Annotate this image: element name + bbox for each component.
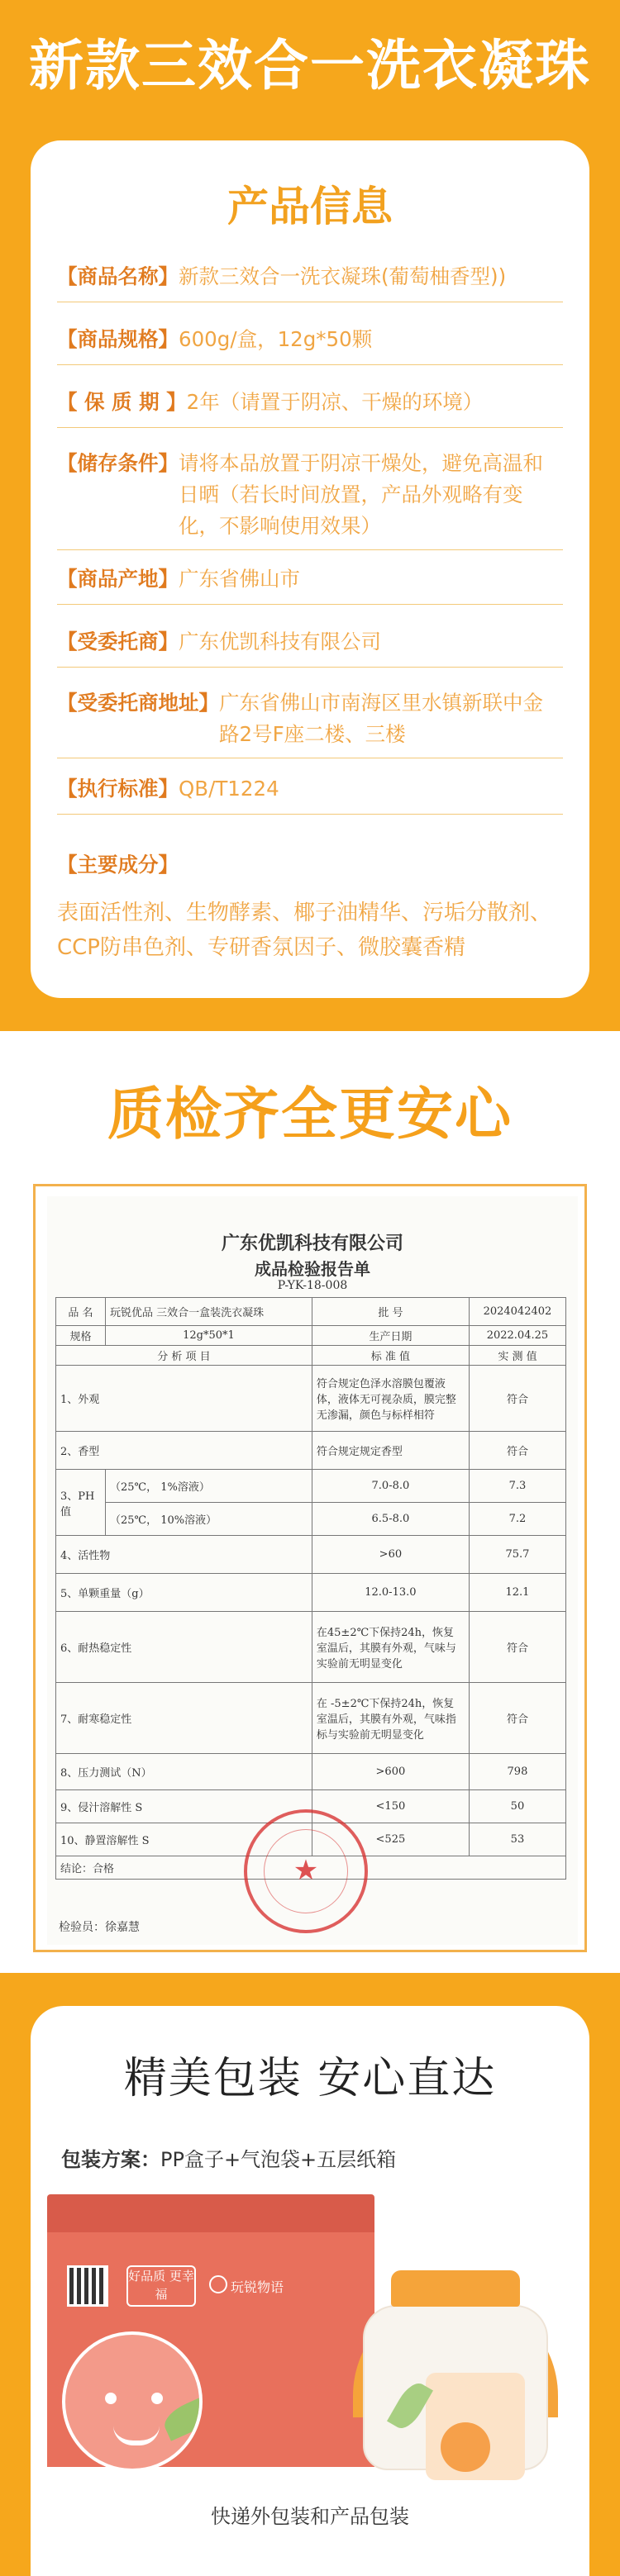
cell: 7.3 bbox=[469, 1470, 565, 1503]
info-key: 【商品产地】 bbox=[57, 567, 179, 591]
tub-lid bbox=[391, 2270, 520, 2307]
info-value: QB/T1224 bbox=[179, 777, 279, 801]
cell: 实 测 值 bbox=[469, 1346, 565, 1366]
cell: 12g*50*1 bbox=[106, 1326, 312, 1346]
cell: 12.0-13.0 bbox=[312, 1574, 469, 1612]
cell: 75.7 bbox=[469, 1536, 565, 1574]
table-row bbox=[56, 1612, 566, 1683]
tub-body bbox=[363, 2305, 548, 2470]
cell: 批 号 bbox=[312, 1298, 469, 1326]
table-row bbox=[56, 1432, 566, 1470]
packaging-title: 精美包装 安心直达 bbox=[123, 2054, 497, 2103]
table-row bbox=[56, 1326, 566, 1346]
cell: 符合 bbox=[469, 1432, 565, 1470]
info-row-standard bbox=[57, 773, 563, 815]
hero-title: 新款三效合一洗衣凝珠 bbox=[29, 34, 591, 97]
cell: （25℃， 1%溶液） bbox=[106, 1470, 312, 1503]
cell: 7.0-8.0 bbox=[312, 1470, 469, 1503]
cell: 7、耐寒稳定性 bbox=[56, 1683, 312, 1754]
cell: 符合 bbox=[469, 1612, 565, 1683]
info-row-spec bbox=[57, 324, 563, 365]
table-row bbox=[56, 1754, 566, 1790]
shipping-box-image bbox=[47, 2194, 374, 2467]
info-row-origin bbox=[57, 563, 563, 605]
table-row bbox=[56, 1366, 566, 1432]
info-value: 广东省佛山市南海区里水镇新联中金路2号F座二楼、三楼 bbox=[219, 691, 543, 746]
info-key: 【储存条件】 bbox=[57, 451, 179, 475]
table-row bbox=[56, 1470, 566, 1503]
cell: 结论：合格 bbox=[56, 1856, 566, 1880]
mascot-eye bbox=[105, 2393, 117, 2404]
info-key: 【 保 质 期 】 bbox=[57, 390, 187, 414]
cell: 品 名 bbox=[56, 1298, 106, 1326]
box-logo-icon bbox=[209, 2275, 227, 2293]
cell: 符合 bbox=[469, 1366, 565, 1432]
cell: 1、外观 bbox=[56, 1366, 312, 1432]
cell: 9、侵汁溶解性 S bbox=[56, 1790, 312, 1823]
cell: >60 bbox=[312, 1536, 469, 1574]
qr-code-icon bbox=[67, 2265, 108, 2307]
cell: 5、单颗重量（g） bbox=[56, 1574, 312, 1612]
ingredients-text: 表面活性剂、生物酵素、椰子油精华、污垢分散剂、CCP防串色剂、专研香氛因子、微胶囊香精 bbox=[57, 901, 552, 960]
packaging-plan-value: PP盒子+气泡袋+五层纸箱 bbox=[160, 2148, 397, 2171]
info-key: 【受委托商】 bbox=[57, 630, 179, 654]
info-row-storage bbox=[57, 448, 563, 550]
info-value: 广东优凯科技有限公司 bbox=[179, 630, 381, 654]
company-seal bbox=[244, 1809, 368, 1933]
info-value: 请将本品放置于阴凉干燥处，避免高温和日晒（若长时间放置，产品外观略有变化，不影响使用效果） bbox=[179, 451, 543, 538]
table-row bbox=[56, 1536, 566, 1574]
report-inspector: 检验员：徐嘉慧 bbox=[59, 1921, 140, 1934]
cell: 规格 bbox=[56, 1326, 106, 1346]
cell: 53 bbox=[469, 1823, 565, 1856]
report-company: 广东优凯科技有限公司 bbox=[221, 1233, 403, 1254]
cell: 符合 bbox=[469, 1683, 565, 1754]
info-key: 【商品规格】 bbox=[57, 327, 179, 351]
cell: 符合规定规定香型 bbox=[312, 1432, 469, 1470]
cell: <150 bbox=[312, 1790, 469, 1823]
cell: （25℃， 10%溶液） bbox=[106, 1503, 312, 1536]
info-value: 广东省佛山市 bbox=[179, 567, 300, 591]
info-key: 【执行标准】 bbox=[57, 777, 179, 801]
packaging-plan-label: 包装方案： bbox=[61, 2148, 160, 2171]
info-value: 600g/盒，12g*50颗 bbox=[179, 327, 373, 351]
cell: 标 准 值 bbox=[312, 1346, 469, 1366]
info-row-shelf-life bbox=[57, 387, 563, 428]
info-key: 【受委托商地址】 bbox=[57, 691, 219, 715]
cell: 4、活性物 bbox=[56, 1536, 312, 1574]
box-badge: 好品质 更幸福 bbox=[126, 2265, 196, 2307]
tub-orange-icon bbox=[441, 2422, 490, 2472]
qc-title: 质检齐全更安心 bbox=[107, 1082, 513, 1148]
cell: 在 -5±2℃下保持24h，恢复室温后，其膜有外观，气味指标与实验前无明显变化 bbox=[312, 1683, 469, 1754]
cell: 符合规定色泽水溶膜包覆液体，液体无可视杂质，膜完整无渗漏，颜色与标样相符 bbox=[312, 1366, 469, 1432]
box-front bbox=[47, 2232, 374, 2467]
cell: 2022.04.25 bbox=[469, 1326, 565, 1346]
info-value: 2年（请置于阴凉、干燥的环境） bbox=[186, 390, 484, 414]
report-table bbox=[55, 1297, 566, 1880]
orange-mascot-icon bbox=[62, 2331, 203, 2472]
product-info-card bbox=[31, 140, 589, 998]
quality-check-section bbox=[0, 1031, 620, 1973]
report-code: P-YK-18-008 bbox=[277, 1279, 348, 1292]
cell: 玩锐优品 三效合一盒装洗衣凝珠 bbox=[106, 1298, 312, 1326]
report-title: 成品检验报告单 bbox=[255, 1259, 370, 1279]
ingredients-block bbox=[57, 849, 563, 965]
info-value: 新款三效合一洗衣凝珠(葡萄柚香型)) bbox=[179, 264, 507, 288]
cell: 3、PH值 bbox=[56, 1470, 106, 1536]
inspection-report-frame bbox=[33, 1184, 587, 1952]
cell: 798 bbox=[469, 1754, 565, 1790]
cell: 6.5-8.0 bbox=[312, 1503, 469, 1536]
cell: 10、静置溶解性 S bbox=[56, 1823, 312, 1856]
cell: 12.1 bbox=[469, 1574, 565, 1612]
info-row-manufacturer bbox=[57, 626, 563, 668]
cell: 生产日期 bbox=[312, 1326, 469, 1346]
cell: <525 bbox=[312, 1823, 469, 1856]
info-title: 产品信息 bbox=[227, 183, 393, 231]
cell: 7.2 bbox=[469, 1503, 565, 1536]
ingredients-label: 【主要成分】 bbox=[57, 853, 179, 877]
box-lid bbox=[47, 2194, 374, 2232]
packaging-plan bbox=[61, 2143, 396, 2172]
cell: 2024042402 bbox=[469, 1298, 565, 1326]
mascot-mouth bbox=[113, 2426, 160, 2445]
cell: 8、压力测试（N） bbox=[56, 1754, 312, 1790]
packaging-card bbox=[31, 2006, 589, 2576]
info-row-name bbox=[57, 261, 563, 302]
table-row bbox=[56, 1574, 566, 1612]
packaging-caption: 快递外包装和产品包装 bbox=[211, 2505, 409, 2528]
mascot-eye bbox=[151, 2393, 163, 2404]
inspection-report bbox=[47, 1196, 578, 1945]
product-tub-image bbox=[351, 2270, 560, 2474]
table-row bbox=[56, 1503, 566, 1536]
table-row bbox=[56, 1346, 566, 1366]
table-row bbox=[56, 1298, 566, 1326]
cell: >600 bbox=[312, 1754, 469, 1790]
cell: 6、耐热稳定性 bbox=[56, 1612, 312, 1683]
cell: 分 析 项 目 bbox=[56, 1346, 312, 1366]
info-row-address bbox=[57, 687, 563, 758]
seal-star-icon: ★ bbox=[293, 1854, 319, 1887]
info-key: 【商品名称】 bbox=[57, 264, 179, 288]
cell: 2、香型 bbox=[56, 1432, 312, 1470]
table-row bbox=[56, 1683, 566, 1754]
mascot-leaf-icon bbox=[160, 2392, 203, 2441]
cell: 50 bbox=[469, 1790, 565, 1823]
cell: 在45±2℃下保持24h，恢复室温后，其膜有外观，气味与实验前无明显变化 bbox=[312, 1612, 469, 1683]
box-logo-text: 玩锐物语 bbox=[231, 2279, 284, 2295]
